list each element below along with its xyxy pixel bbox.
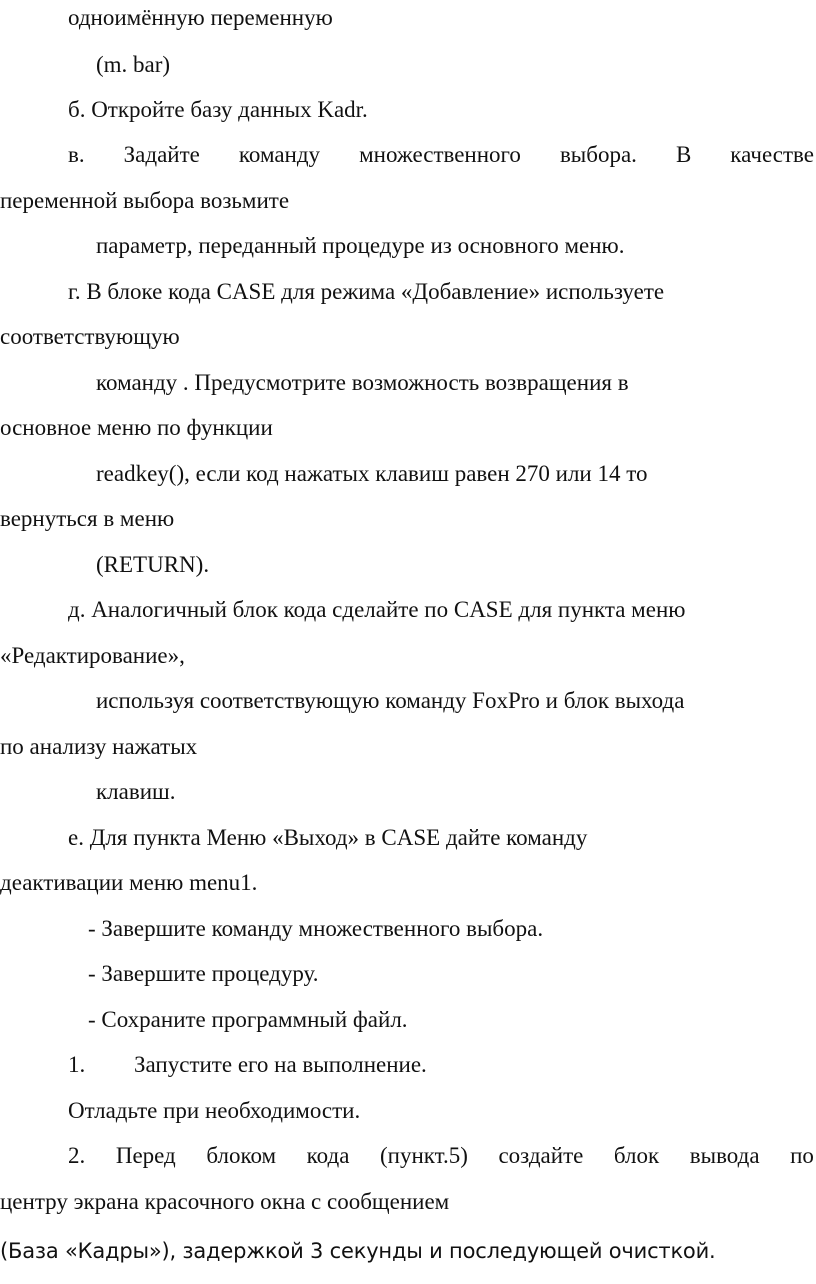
word: Перед (115, 1143, 176, 1168)
numbered-item-1 (68, 1050, 427, 1080)
word: по (790, 1143, 814, 1168)
text-line: центру экрана красочного окна с сообщением (0, 1189, 450, 1214)
word: (пункт.5) (380, 1143, 468, 1168)
word: выбора. (559, 142, 637, 167)
text-line: по анализу нажатых (0, 734, 198, 759)
word: качестве (730, 142, 814, 167)
text-line: соответствующую (0, 324, 180, 349)
list-marker: 2. (68, 1143, 86, 1168)
text-line: клавиш. (96, 779, 176, 804)
bullet-line: - Завершите процедуру. (88, 961, 319, 986)
numbered-item-2 (68, 1141, 814, 1171)
word: блок (613, 1143, 660, 1168)
list-item-e: е. Для пункта Меню «Выход» в CASE дайте команду (68, 825, 588, 850)
text-line: (RETURN). (96, 552, 210, 577)
text-line: параметр, переданный процедуре из основного меню. (96, 233, 625, 258)
word: кода (306, 1143, 350, 1168)
text-line: используя соответствующую команду FoxPro и блок выхода (96, 688, 685, 713)
list-marker: 1. (68, 1052, 86, 1077)
list-item-b: б. Откройте базу данных Kadr. (68, 97, 368, 122)
list-item-v (68, 140, 814, 170)
item-text: Запустите его на выполнение. (134, 1052, 427, 1077)
word: Задайте (123, 142, 200, 167)
text-line: Отладьте при необходимости. (68, 1098, 361, 1123)
word: создайте (498, 1143, 584, 1168)
text-line: основное меню по функции (0, 415, 273, 440)
text-line: (m. bar) (96, 52, 171, 77)
text-line: (База «Кадры»), задержкой 3 секунды и последующей очисткой. (0, 1239, 716, 1263)
word: блоком (206, 1143, 277, 1168)
text-line: команду . Предусмотрите возможность возвращения в (96, 370, 629, 395)
word: вывода (689, 1143, 760, 1168)
text-line: деактивации меню menu1. (0, 870, 258, 895)
bullet-line: - Сохраните программный файл. (88, 1007, 408, 1032)
bullet-line: - Завершите команду множественного выбора. (88, 916, 544, 941)
word: множественного (359, 142, 521, 167)
text-line: одноимённую переменную (68, 5, 333, 30)
word: В (675, 142, 692, 167)
text-line: вернуться в меню (0, 506, 175, 531)
list-item-d: д. Аналогичный блок кода сделайте по CASE для пункта меню (68, 597, 686, 622)
word: команду (238, 142, 321, 167)
text-line: «Редактирование», (0, 643, 185, 668)
list-item-g: г. В блоке кода CASE для режима «Добавление» используете (68, 279, 665, 304)
text-line: readkey(), если код нажатых клавиш равен 270 или 14 то (96, 461, 648, 486)
list-marker: в. (68, 142, 85, 167)
text-line: переменной выбора возьмите (0, 188, 290, 213)
